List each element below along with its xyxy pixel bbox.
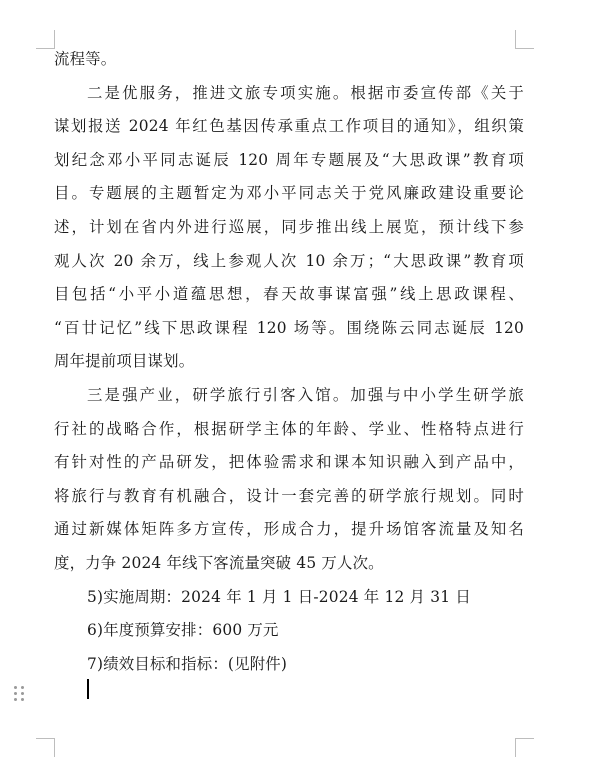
paragraph-line: 将旅行与教育有机融合，设计一套完善的研学旅行规划。同时 <box>54 486 524 505</box>
paragraph-line: 观人次 20 余万，线上参观人次 10 余万；“大思政课”教育项 <box>54 251 524 270</box>
paragraph-line: 目。专题展的主题暂定为邓小平同志关于党风廉政建设重要论 <box>54 184 524 203</box>
paragraph-line: 三是强产业，研学旅行引客入馆。加强与中小学生研学旅 <box>87 385 524 404</box>
list-item: 6)年度预算安排：600 万元 <box>87 621 279 640</box>
paragraph-line: 度，力争 2024 年线下客流量突破 45 万人次。 <box>54 553 384 572</box>
page-corner-mark-bottom-left <box>36 738 55 757</box>
paragraph-line: 谋划报送 2024 年红色基因传承重点工作项目的通知》，组织策 <box>54 117 524 136</box>
page-corner-mark-top-left <box>36 30 55 49</box>
document-body[interactable] <box>54 47 524 685</box>
block-drag-handle-icon[interactable] <box>14 686 26 702</box>
paragraph-line: 述，计划在省内外进行巡展，同步推出线上展览，预计线下参 <box>54 217 524 236</box>
paragraph-line: “百廿记忆”线下思政课程 120 场等。围绕陈云同志诞辰 120 <box>54 318 524 337</box>
list-item: 7)绩效目标和指标：(见附件) <box>87 654 288 673</box>
paragraph-line: 有针对性的产品研发，把体验需求和课本知识融入到产品中， <box>54 453 524 472</box>
text-cursor <box>87 679 89 699</box>
page-corner-mark-bottom-right <box>515 738 534 757</box>
paragraph-line: 划纪念邓小平同志诞辰 120 周年专题展及“大思政课”教育项 <box>54 150 524 169</box>
paragraph-line: 目包括“小平小道蕴思想，春天故事谋富强”线上思政课程、 <box>54 285 524 304</box>
paragraph-line: 流程等。 <box>54 50 117 68</box>
list-item: 5)实施周期：2024 年 1 月 1 日-2024 年 12 月 31 日 <box>87 587 471 606</box>
paragraph-line: 二是优服务，推进文旅专项实施。根据市委宣传部《关于 <box>87 83 524 102</box>
paragraph-line: 行社的战略合作，根据研学主体的年龄、学业、性格特点进行 <box>54 419 524 438</box>
paragraph-line: 周年提前项目谋划。 <box>54 352 195 371</box>
paragraph-line: 通过新媒体矩阵多方宣传，形成合力，提升场馆客流量及知名 <box>54 520 524 539</box>
